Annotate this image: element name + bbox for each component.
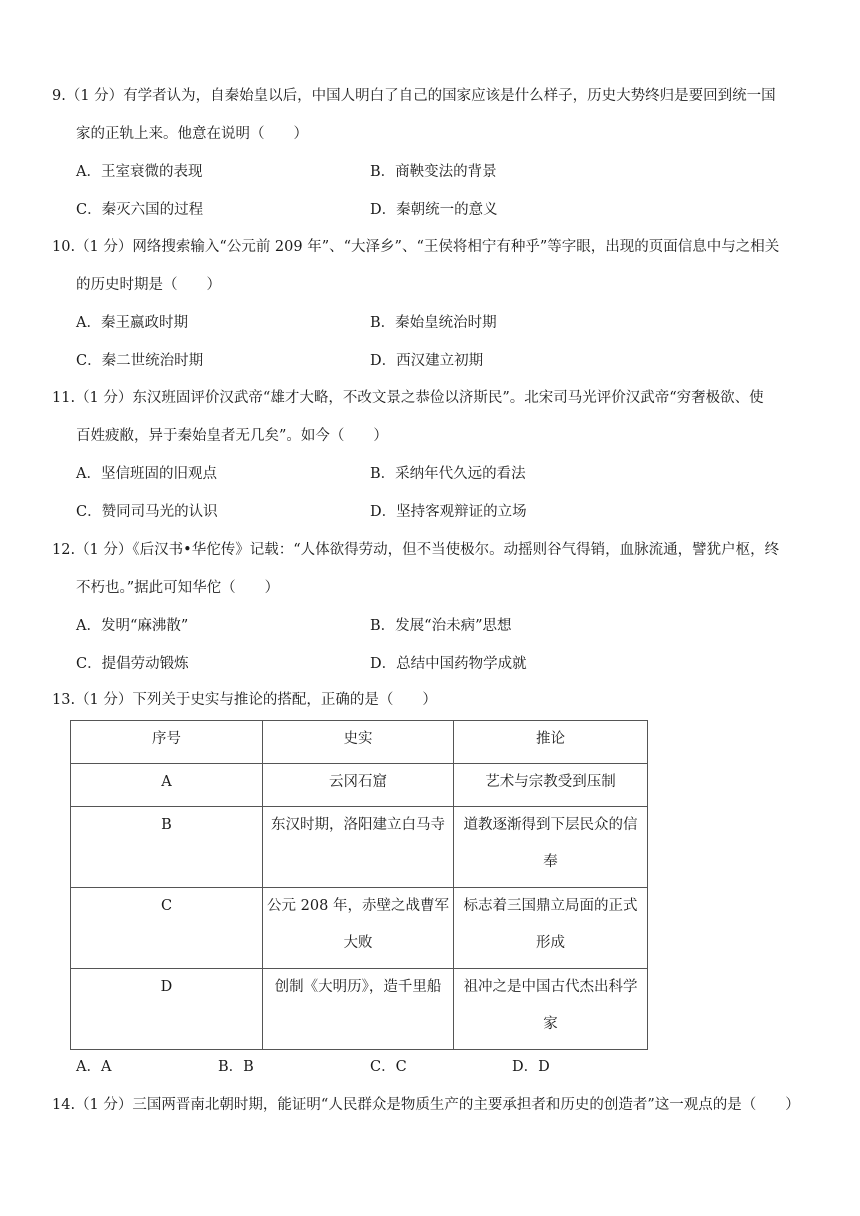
question-10-option-c[interactable]: C．秦二世统治时期 (76, 353, 204, 369)
table-cell: 创制《大明历》，造千里船 (263, 969, 454, 1050)
question-14-stem (52, 1095, 800, 1115)
question-number: 13. (52, 692, 76, 708)
question-10-stem (52, 237, 779, 257)
question-text: 东汉班固评价汉武帝“雄才大略，不改文景之恭俭以济斯民”。北宋司马光评价汉武帝“穷奢极欲、使 (132, 390, 764, 406)
question-score: （1 分） (65, 88, 124, 104)
fact-inference-table (70, 720, 648, 1050)
table-cell: 艺术与宗教受到压制 (454, 764, 648, 807)
table-cell: 东汉时期，洛阳建立白马寺 (263, 807, 454, 888)
question-13-stem (52, 690, 437, 710)
question-12-stem-continued: 不朽也。”据此可知华佗（ ） (76, 580, 280, 596)
table-cell: 标志着三国鼎立局面的正式形成 (454, 888, 648, 969)
table-cell: 云冈石窟 (263, 764, 454, 807)
question-11-stem-continued: 百姓疲敝，异于秦始皇者无几矣”。如今（ ） (76, 428, 388, 444)
question-number: 14. (52, 1097, 76, 1113)
question-12-option-c[interactable]: C．提倡劳动锻炼 (76, 656, 189, 672)
question-9-stem (52, 86, 776, 106)
question-number: 12. (52, 542, 76, 558)
question-text: 《后汉书•华佗传》记载：“人体欲得劳动，但不当使极尔。动摇则谷气得销，血脉流通，譬犹户枢，终 (132, 542, 780, 558)
question-10-option-d[interactable]: D．西汉建立初期 (370, 353, 484, 369)
question-12-option-a[interactable]: A．发明“麻沸散” (76, 618, 189, 634)
question-score: （1 分） (75, 542, 133, 558)
question-10-option-b[interactable]: B．秦始皇统治时期 (370, 315, 497, 331)
question-number: 11. (52, 390, 76, 406)
question-number: 10. (52, 239, 76, 255)
table-row (71, 969, 648, 1050)
question-11-option-c[interactable]: C．赞同司马光的认识 (76, 504, 218, 520)
question-9-stem-continued: 家的正轨上来。他意在说明（ ） (76, 126, 308, 142)
question-score: （1 分） (75, 390, 133, 406)
question-12-option-d[interactable]: D．总结中国药物学成就 (370, 656, 527, 672)
question-10-option-a[interactable]: A．秦王嬴政时期 (76, 315, 188, 331)
question-13-option-d[interactable]: D．D (512, 1059, 550, 1075)
question-text: 三国两晋南北朝时期，能证明“人民群众是物质生产的主要承担者和历史的创造者”这一观点的是（ ） (132, 1097, 800, 1113)
question-10-stem-continued: 的历史时期是（ ） (76, 277, 221, 293)
question-score: （1 分） (75, 239, 133, 255)
question-9-option-a[interactable]: A．王室衰微的表现 (76, 164, 203, 180)
table-cell: 公元 208 年，赤壁之战曹军大败 (263, 888, 454, 969)
table-cell: D (71, 969, 263, 1050)
table-header-cell: 史实 (263, 721, 454, 764)
question-text: 有学者认为，自秦始皇以后，中国人明白了自己的国家应该是什么样子，历史大势终归是要回到统一国 (123, 88, 776, 104)
table-cell: B (71, 807, 263, 888)
question-11-option-a[interactable]: A．坚信班固的旧观点 (76, 466, 217, 482)
question-13-option-a[interactable]: A．A (76, 1059, 112, 1075)
question-9-option-b[interactable]: B．商鞅变法的背景 (370, 164, 497, 180)
table-cell: 道教逐渐得到下层民众的信奉 (454, 807, 648, 888)
table-header-cell: 推论 (454, 721, 648, 764)
question-13-option-c[interactable]: C．C (370, 1059, 407, 1075)
table-header-cell: 序号 (71, 721, 263, 764)
question-text: 下列关于史实与推论的搭配，正确的是（ ） (132, 692, 437, 708)
table-row (71, 888, 648, 969)
question-9-option-d[interactable]: D．秦朝统一的意义 (370, 202, 498, 218)
question-12-stem (52, 540, 779, 560)
table-cell: C (71, 888, 263, 969)
question-9-option-c[interactable]: C．秦灭六国的过程 (76, 202, 204, 218)
question-13-option-b[interactable]: B．B (218, 1059, 254, 1075)
table-row (71, 807, 648, 888)
question-12-option-b[interactable]: B．发展“治未病”思想 (370, 618, 512, 634)
table-header-row (71, 721, 648, 764)
question-11-stem (52, 388, 764, 408)
question-text: 网络搜索输入“公元前 209 年”、“大泽乡”、“王侯将相宁有种乎”等字眼，出现的页面信息中与之相关 (132, 239, 780, 255)
question-11-option-b[interactable]: B．采纳年代久远的看法 (370, 466, 526, 482)
question-11-option-d[interactable]: D．坚持客观辩证的立场 (370, 504, 527, 520)
table-cell: 祖冲之是中国古代杰出科学家 (454, 969, 648, 1050)
question-score: （1 分） (75, 692, 133, 708)
table-cell: A (71, 764, 263, 807)
question-score: （1 分） (75, 1097, 133, 1113)
table-row (71, 764, 648, 807)
question-number: 9. (52, 88, 66, 104)
